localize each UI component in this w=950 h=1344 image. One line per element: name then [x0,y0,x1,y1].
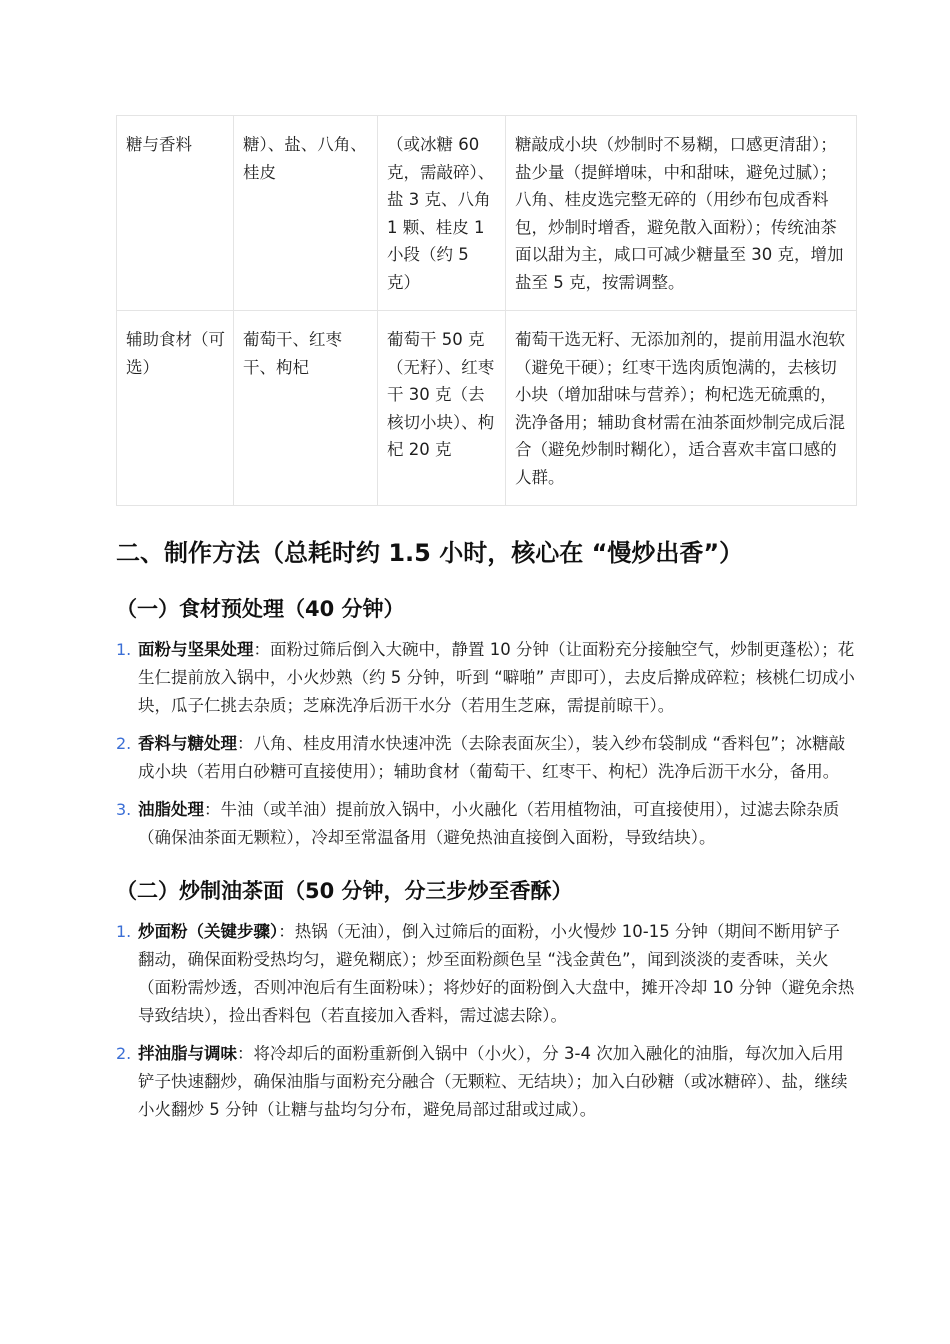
step-text: ：将冷却后的面粉重新倒入锅中（小火），分 3-4 次加入融化的油脂，每次加入后用铲子快速翻炒，确保油脂与面粉充分融合（无颗粒、无结块）；加入白砂糖（或冰糖碎）、盐，继续小火翻炒 5 分钟（让糖与盐均匀分布，避免局部过甜或过咸）。 [138,1044,848,1119]
step-list [116,636,856,852]
table-cell-amount: 葡萄干 50 克（无籽）、红枣干 30 克（去核切小块）、枸杞 20 克 [378,311,506,506]
table-cell-notes: 糖敲成小块（炒制时不易糊，口感更清甜）；盐少量（提鲜增味，中和甜味，避免过腻）；八角、桂皮选完整无碎的（用纱布包成香料包，炒制时增香，避免散入面粉）；传统油茶面以甜为主，咸口可减少糖量至 30 克，增加盐至 5 克，按需调整。 [506,116,857,311]
step-text: ：热锅（无油），倒入过筛后的面粉，小火慢炒 10-15 分钟（期间不断用铲子翻动，确保面粉受热均匀，避免糊底）；炒至面粉颜色呈 “浅金黄色”，闻到淡淡的麦香味，关火（面粉需炒透，否则冲泡后有生面粉味）；将炒好的面粉倒入大盘中，摊开冷却 10 分钟（避免余热导致结块），捡出香料包（若直接加入香料，需过滤去除）。 [138,922,855,1025]
table-cell-ingredients: 葡萄干、红枣干、枸杞 [234,311,378,506]
step-label: 炒面粉（关键步骤） [138,922,279,941]
step-label: 拌油脂与调味 [138,1044,237,1063]
step-text: ：牛油（或羊油）提前放入锅中，小火融化（若用植物油，可直接使用），过滤去除杂质（确保油茶面无颗粒），冷却至常温备用（避免热油直接倒入面粉，导致结块）。 [138,800,840,847]
step-text: ：面粉过筛后倒入大碗中，静置 10 分钟（让面粉充分接触空气，炒制更蓬松）；花生仁提前放入锅中，小火炒熟（约 5 分钟，听到 “噼啪” 声即可），去皮后擀成碎粒；核桃仁切成小块，瓜子仁挑去杂质；芝麻洗净后沥干水分（若用生芝麻，需提前晾干）。 [138,640,855,715]
table-cell-category: 辅助食材（可选） [117,311,234,506]
list-item [116,796,856,852]
list-number: 2. [116,734,132,753]
list-number: 2. [116,1044,132,1063]
list-number: 1. [116,922,132,941]
list-number: 1. [116,640,132,659]
subsection-heading: （一）食材预处理（40 分钟） [116,597,405,621]
list-number: 3. [116,800,132,819]
table-cell-ingredients: 糖）、盐、八角、桂皮 [234,116,378,311]
ingredients-table [116,115,857,506]
step-text: ：八角、桂皮用清水快速冲洗（去除表面灰尘），装入纱布袋制成 “香料包”；冰糖敲成小块（若用白砂糖可直接使用）；辅助食材（葡萄干、红枣干、枸杞）洗净后沥干水分，备用。 [138,734,846,781]
step-label: 油脂处理 [138,800,204,819]
list-item [116,636,856,720]
table-cell-category: 糖与香料 [117,116,234,311]
step-list [116,918,856,1124]
list-item [116,1040,856,1124]
section-heading: 二、制作方法（总耗时约 1.5 小时，核心在 “慢炒出香”） [116,539,744,567]
subsection-heading: （二）炒制油茶面（50 分钟，分三步炒至香酥） [116,879,573,903]
list-item [116,730,856,786]
table-cell-amount: （或冰糖 60 克，需敲碎）、盐 3 克、八角 1 颗、桂皮 1 小段（约 5 克） [378,116,506,311]
table-row [117,311,857,506]
document-page [116,115,856,1134]
table-cell-notes: 葡萄干选无籽、无添加剂的，提前用温水泡软（避免干硬）；红枣干选肉质饱满的，去核切小块（增加甜味与营养）；枸杞选无硫熏的，洗净备用；辅助食材需在油茶面炒制完成后混合（避免炒制时糊化），适合喜欢丰富口感的人群。 [506,311,857,506]
table-row [117,116,857,311]
step-label: 面粉与坚果处理 [138,640,254,659]
list-item [116,918,856,1030]
step-label: 香料与糖处理 [138,734,237,753]
